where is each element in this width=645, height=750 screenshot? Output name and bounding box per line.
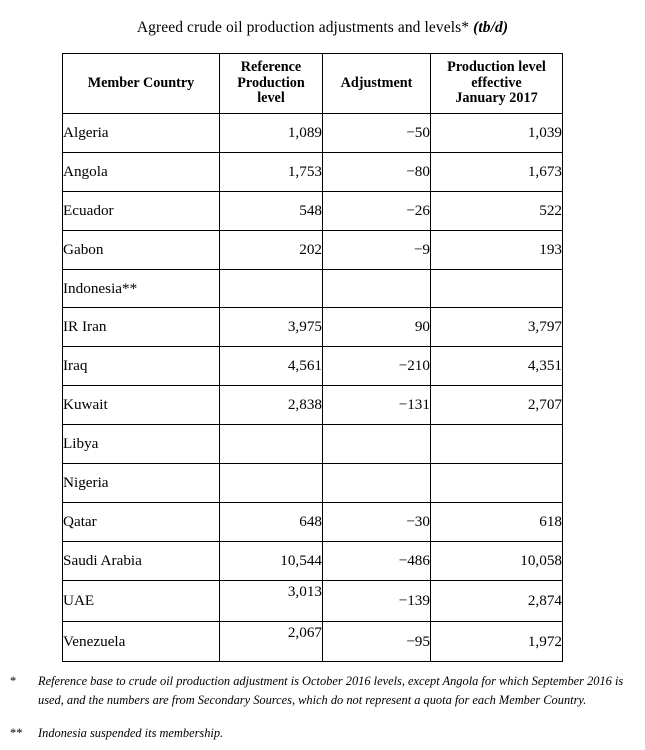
table-row (63, 347, 563, 386)
cell-adjustment (323, 425, 431, 464)
cell-reference-production-level: 10,544 (220, 541, 323, 580)
cell-production-level-effective (431, 464, 563, 503)
cell-production-level-effective (431, 425, 563, 464)
table-row (63, 230, 563, 269)
footnote-text: Indonesia suspended its membership. (38, 726, 224, 740)
footnote-marker: ** (10, 726, 23, 740)
column-header-reference-line1: Reference (240, 59, 302, 76)
cell-adjustment: −26 (323, 191, 431, 230)
page-title-main: Agreed crude oil production adjustments and levels* (136, 19, 470, 36)
cell-reference-production-level: 4,561 (220, 347, 323, 386)
cell-member-country: Angola (63, 152, 220, 191)
cell-adjustment: −210 (323, 347, 431, 386)
cell-member-country: IR Iran (63, 308, 220, 347)
table-row (63, 269, 563, 308)
cell-adjustment: −131 (323, 386, 431, 425)
cell-reference-production-level: 648 (220, 502, 323, 541)
cell-adjustment: −50 (323, 114, 431, 153)
cell-member-country: Ecuador (63, 191, 220, 230)
cell-production-level-effective: 1,972 (431, 621, 563, 662)
cell-reference-production-level: 1,089 (220, 114, 323, 153)
footnotes (8, 672, 642, 743)
column-header-reference-production-level (220, 54, 323, 114)
cell-member-country: Algeria (63, 114, 220, 153)
cell-member-country: Venezuela (63, 621, 220, 662)
column-header-adjustment (323, 54, 431, 114)
column-header-member-country (63, 54, 220, 114)
footnote-text: Reference base to crude oil production adjustment is October 2016 levels, except Angola for which September 2016 is used, and the numbers are from Secondary Sources, which do not represent a quota for each Member Country. (38, 674, 624, 707)
footnote-marker: * (10, 674, 17, 688)
table-row (63, 152, 563, 191)
cell-adjustment: −95 (323, 621, 431, 662)
cell-reference-production-level: 3,975 (220, 308, 323, 347)
cell-production-level-effective: 2,874 (431, 580, 563, 621)
cell-reference-production-level: 2,838 (220, 386, 323, 425)
table-row (63, 621, 563, 662)
column-header-production-level-effective (431, 54, 563, 114)
cell-reference-production-level: 2,067 (220, 621, 323, 662)
page-title (0, 18, 645, 38)
cell-adjustment (323, 269, 431, 308)
cell-production-level-effective: 193 (431, 230, 563, 269)
column-header-production-line2: effective (471, 74, 522, 91)
cell-member-country: UAE (63, 580, 220, 621)
table-row (63, 114, 563, 153)
page-title-unit: (tb/d) (473, 19, 509, 36)
table-row (63, 502, 563, 541)
cell-member-country: Iraq (63, 347, 220, 386)
cell-adjustment: −9 (323, 230, 431, 269)
cell-reference-production-level: 3,013 (220, 580, 323, 621)
cell-production-level-effective (431, 269, 563, 308)
footnote (8, 672, 642, 709)
cell-reference-production-level: 548 (220, 191, 323, 230)
production-table (62, 53, 563, 662)
cell-adjustment: −139 (323, 580, 431, 621)
production-table-container (62, 53, 562, 662)
column-header-member-country-line1: Member Country (87, 74, 195, 91)
cell-adjustment: 90 (323, 308, 431, 347)
cell-production-level-effective: 522 (431, 191, 563, 230)
cell-member-country: Gabon (63, 230, 220, 269)
cell-member-country: Libya (63, 425, 220, 464)
table-header (63, 54, 563, 114)
table-row (63, 308, 563, 347)
cell-production-level-effective: 3,797 (431, 308, 563, 347)
cell-adjustment: −30 (323, 502, 431, 541)
cell-reference-production-level (220, 269, 323, 308)
cell-reference-production-level (220, 425, 323, 464)
cell-adjustment: −80 (323, 152, 431, 191)
cell-member-country: Indonesia** (63, 269, 220, 308)
cell-adjustment: −486 (323, 541, 431, 580)
cell-reference-production-level (220, 464, 323, 503)
cell-member-country: Kuwait (63, 386, 220, 425)
column-header-reference-line3: level (257, 90, 285, 107)
cell-production-level-effective: 4,351 (431, 347, 563, 386)
footnote (8, 724, 642, 743)
cell-production-level-effective: 2,707 (431, 386, 563, 425)
cell-reference-production-level: 202 (220, 230, 323, 269)
cell-production-level-effective: 1,673 (431, 152, 563, 191)
cell-adjustment (323, 464, 431, 503)
table-row (63, 541, 563, 580)
cell-production-level-effective: 10,058 (431, 541, 563, 580)
table-body (63, 114, 563, 662)
table-header-row (63, 54, 563, 114)
cell-member-country: Saudi Arabia (63, 541, 220, 580)
table-row (63, 464, 563, 503)
column-header-adjustment-line1: Adjustment (340, 74, 413, 91)
table-row (63, 425, 563, 464)
cell-reference-production-level: 1,753 (220, 152, 323, 191)
column-header-production-line3: January 2017 (455, 90, 538, 107)
table-row (63, 191, 563, 230)
cell-production-level-effective: 618 (431, 502, 563, 541)
column-header-production-line1: Production level (447, 59, 546, 76)
table-row (63, 386, 563, 425)
cell-production-level-effective: 1,039 (431, 114, 563, 153)
table-row (63, 580, 563, 621)
cell-member-country: Qatar (63, 502, 220, 541)
cell-member-country: Nigeria (63, 464, 220, 503)
column-header-reference-line2: Production (237, 74, 305, 91)
